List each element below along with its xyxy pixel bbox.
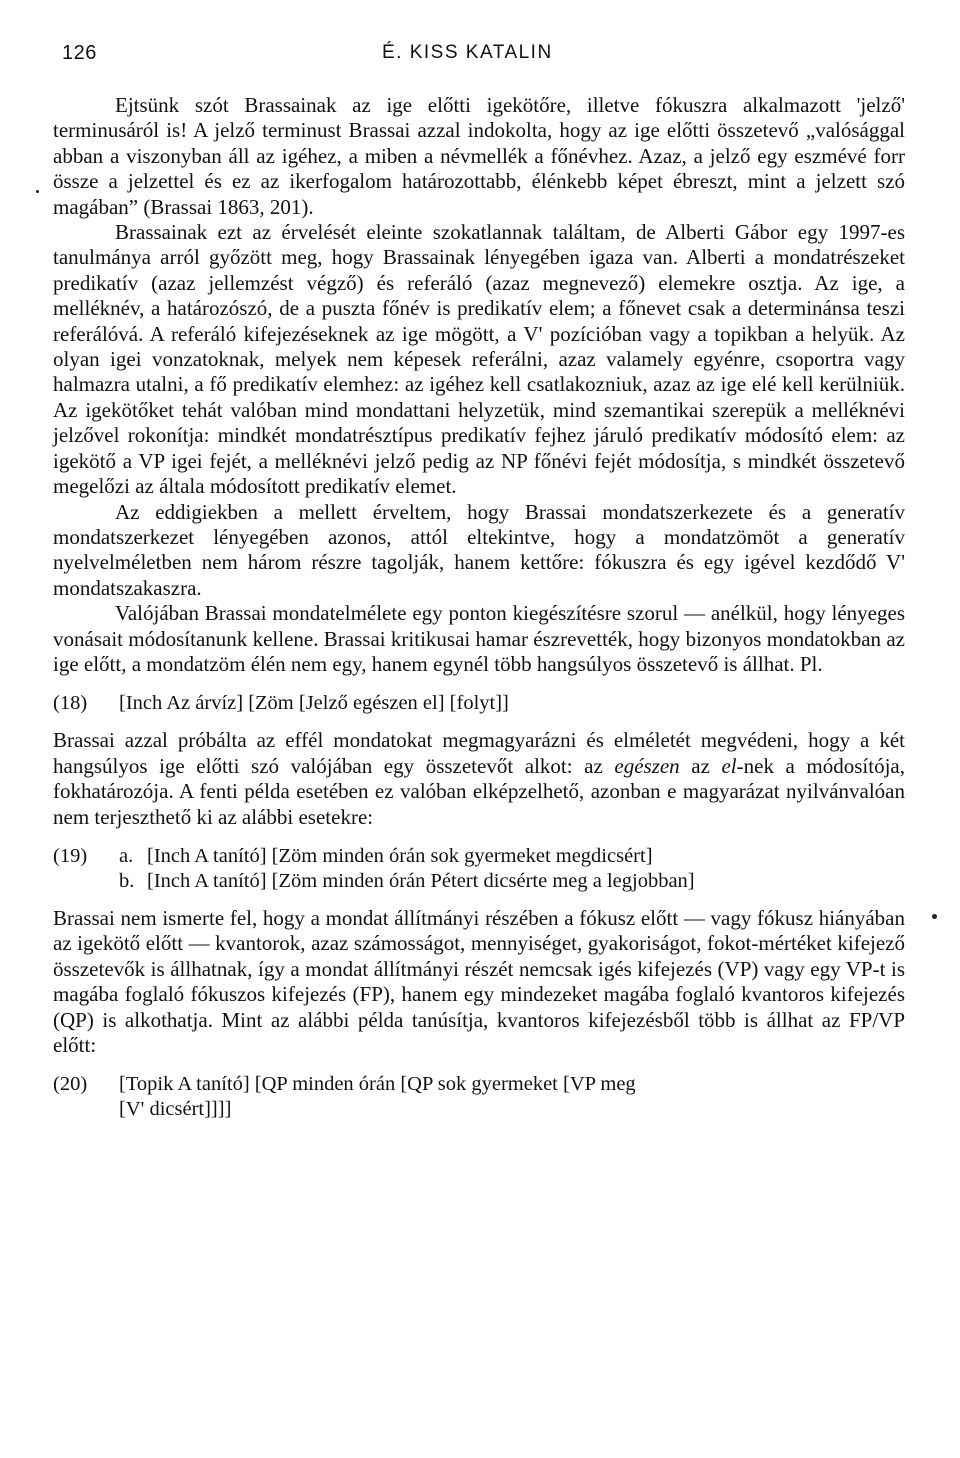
example-19 xyxy=(53,844,905,894)
paragraph-1: Ejtsünk szót Brassainak az ige előtti igekötőre, illetve fókuszra alkalmazott 'jelző' terminusáról is! A jelző terminust Brassai azzal indokolta, hogy az ige előtti összetevő „valósággal abban a viszonyban áll az igéhez, a miben a névmellék a főnévhez. Azaz, a jelző egy eszmévé forr össze a jelzettel és ez az ikerfogalom határozottabb, élénkebb képet ébreszt, mint a jelzett szó magában” (Brassai 1863, 201). xyxy=(53,93,905,219)
running-head: É. KISS KATALIN xyxy=(382,42,553,63)
example-text: [V' dicsért]]]] xyxy=(119,1098,232,1121)
example-number-spacer xyxy=(53,1097,119,1122)
example-text: [Topik A tanító] [QP minden órán [QP sok gyermeket [VP meg xyxy=(119,1073,636,1096)
paragraph-5-part: Brassai azzal próbálta az effél mondatokat megmagyarázni és elméletét megvédeni, hogy a két hangsúlyos ige előtti szó valójában egy összetevőt alkot: az xyxy=(53,728,905,778)
example-18 xyxy=(53,691,905,716)
example-text: [Inch A tanító] [Zöm minden órán Pétert dicsérte meg a legjobban] xyxy=(147,869,695,892)
example-19-b xyxy=(53,869,905,894)
paragraph-5 xyxy=(53,728,905,830)
example-sub-label: b. xyxy=(119,869,135,892)
scan-speck xyxy=(932,914,937,919)
example-text: [Inch Az árvíz] [Zöm [Jelző egészen el] [folyt]] xyxy=(119,692,509,715)
example-20-line-1 xyxy=(53,1072,905,1097)
paragraph-6: Brassai nem ismerte fel, hogy a mondat állítmányi részében a fókusz előtt — vagy fókusz hiányában az igekötő előtt — kvantorok, azaz számosságot, mennyiséget, gyakoriságot, fokot-mértéket kifejező összetevők is állhatnak, így a mondat állítmányi részét nemcsak igés kifejezés (VP) vagy egy VP-t is magába foglaló fókuszos kifejezés (FP), hanem egy mindezeket magába foglaló kvantoros kifejezés (QP) is alkothatja. Mint az alábbi példa tanúsítja, kvantoros kifejezésből több is állhat az FP/VP előtt: xyxy=(53,905,905,1057)
example-19-a xyxy=(53,844,905,869)
emphasis-word: egészen xyxy=(614,753,680,778)
example-text: [Inch A tanító] [Zöm minden órán sok gyermeket megdicsért] xyxy=(147,844,653,867)
paragraph-2: Brassainak ezt az érvelését eleinte szokatlannak találtam, de Alberti Gábor egy 1997-es tanulmánya arról győzött meg, hogy Brassainak lényegében igaza van. Alberti a mondatrészeket predikatív (azaz jellemzést végző) és referáló (azaz megnevező) elemekre osztja. Az ige, a melléknév, a határozószó, de a puszta főnév is predikatív elem; a főnevet csak a determinánsa teszi referálóvá. A referáló kifejezéseknek az ige mögött, a V' pozícióban vagy a topikban a helyük. Az olyan igei vonzatoknak, melyek nem képesek referálni, azaz valamely egyénre, csoportra vagy halmazra utalni, a fő predikatív elemhez: az igéhez kell csatlakozniuk, azaz az ige elé kell kerülniük. Az igekötőket tehát valóban mind mondattani helyzetük, mind szemantikai szerepük a melléknévi jelzővel rokonítja: mindkét mondatrésztípus predikatív fejhez járuló predikatív módosító elem: az igekötő a VP igei fejét, a melléknévi jelző pedig az NP főnévi fejét módosítja, s mindkét összetevő megelőzi az általa módosított predikatív elemet. xyxy=(53,220,905,499)
example-20-line-2 xyxy=(53,1097,905,1122)
example-number-spacer xyxy=(53,869,119,894)
paragraph-3: Az eddigiekben a mellett érveltem, hogy Brassai mondatszerkezete és a generatív mondatszerkezet lényegében azonos, attól eltekintve, hogy a mondatzömöt a generatív nyelvelméletben nem három részre tagolják, hanem kettőre: fókuszra és egy igével kezdődő V' mondatszakaszra. xyxy=(53,499,905,600)
paragraph-5-part: -nek a módosítója, fokhatározója. A fenti példa esetében ez valóban elképzelhető, azonban e magyarázat nyilvánvalóan nem terjeszthető ki az alábbi esetekre: xyxy=(53,753,906,829)
paragraph-4: Valójában Brassai mondatelmélete egy ponton kiegészítésre szorul — anélkül, hogy lényeges vonásait módosítanunk kellene. Brassai kritikusai hamar észrevették, hogy bizonyos mondatokban az ige előtt, a mondatzöm élén nem egy, hanem egynél több hangsúlyos összetevő is állhat. Pl. xyxy=(53,601,905,676)
example-sub-label: a. xyxy=(119,844,134,867)
body-text xyxy=(53,93,905,1134)
paragraph-5-part: az xyxy=(679,753,722,778)
page-header xyxy=(62,42,902,74)
example-number: (18) xyxy=(53,692,88,715)
page-number: 126 xyxy=(62,42,97,64)
example-number: (20) xyxy=(53,1073,88,1096)
emphasis-word: el xyxy=(721,753,737,778)
example-20 xyxy=(53,1072,905,1122)
scan-speck xyxy=(36,190,39,193)
example-number: (19) xyxy=(53,844,88,867)
